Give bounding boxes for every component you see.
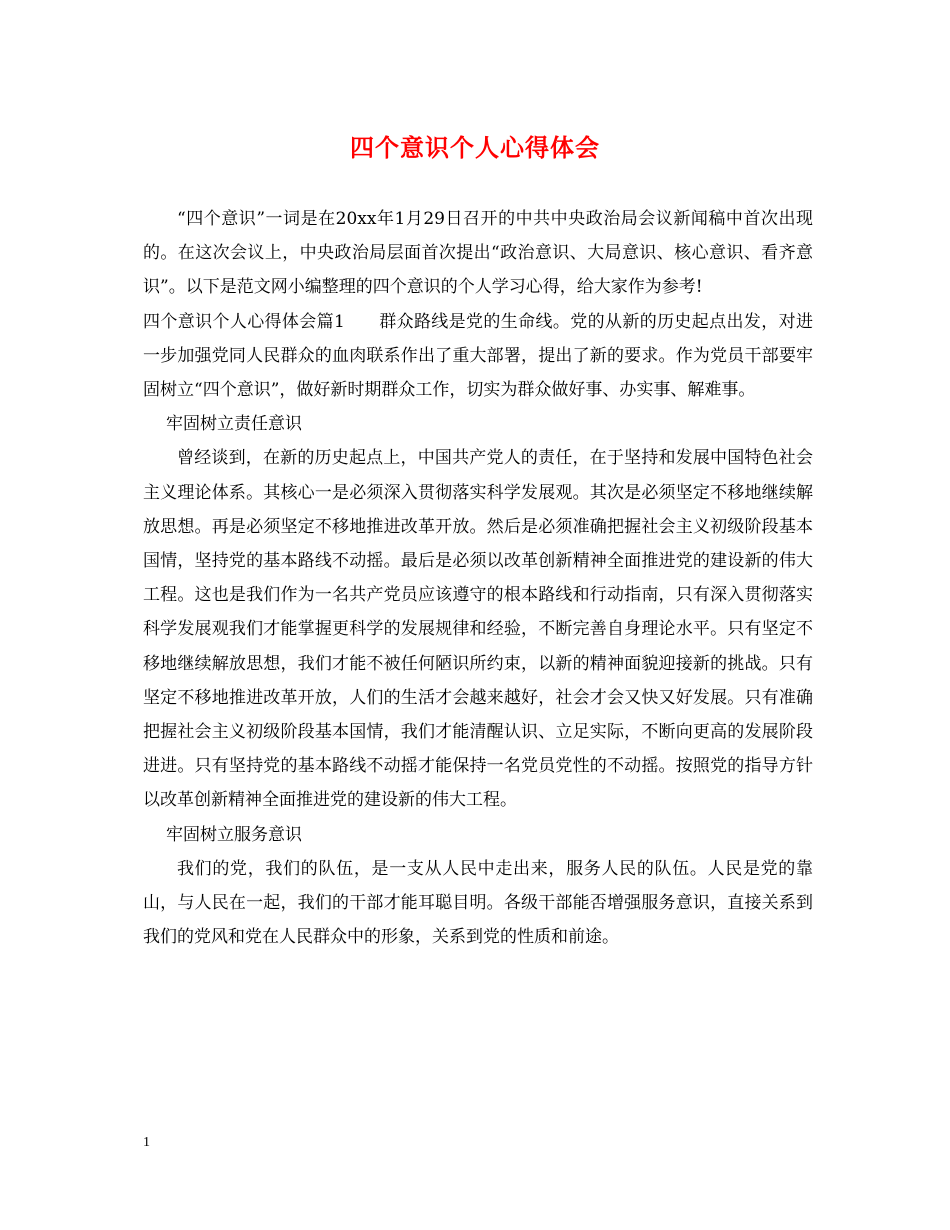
document-body	[143, 202, 813, 954]
paragraph-service: 我们的党，我们的队伍，是一支从人民中走出来，服务人民的队伍。人民是党的靠山，与人民在一起，我们的干部才能耳聪目明。各级干部能否增强服务意识，直接关系到我们的党风和党在人民群众中的形象，关系到党的性质和前途。	[143, 858, 813, 948]
section-label: 四个意识个人心得体会篇1	[143, 311, 345, 332]
paragraph-responsibility: 曾经谈到，在新的历史起点上，中国共产党人的责任，在于坚持和发展中国特色社会主义理论体系。其核心一是必须深入贯彻落实科学发展观。其次是必须坚定不移地继续解放思想。再是必须坚定不移地推进改革开放。然后是必须准确把握社会主义初级阶段基本国情，坚持党的基本路线不动摇。最后是必须以改革创新精神全面推进党的建设新的伟大工程。这也是我们作为一名共产党员应该遵守的根本路线和行动指南，只有深入贯彻落实科学发展观我们才能掌握更科学的发展规律和经验，不断完善自身理论水平。只有坚定不移地继续解放思想，我们才能不被任何陋识所约束，以新的精神面貌迎接新的挑战。只有坚定不移地推进改革开放，人们的生活才会越来越好，社会才会又快又好发展。只有准确把握社会主义初级阶段基本国情，我们才能清醒认识、立足实际，不断向更高的发展阶段进进。只有坚持党的基本路线不动摇才能保持一名党员党性的不动摇。按照党的指导方针以改革创新精神全面推进党的建设新的伟大工程。	[143, 448, 813, 811]
intro-paragraph: “四个意识”一词是在20xx年1月29日召开的中共中央政治局会议新闻稿中首次出现的。在这次会议上，中央政治局层面首次提出“政治意识、大局意识、核心意识、看齐意识”。以下是范文网小编整理的四个意识的个人学习心得，给大家作为参考!	[143, 209, 813, 298]
section-paragraph	[143, 305, 813, 408]
page-number: 1	[143, 1135, 150, 1150]
heading-responsibility: 牢固树立责任意识	[166, 414, 302, 435]
document-title: 四个意识个人心得体会	[350, 133, 600, 162]
heading-service: 牢固树立服务意识	[166, 824, 302, 845]
section-text: 群众路线是党的生命线。党的从新的历史起点出发，对进一步加强党同人民群众的血肉联系作出了重大部署，提出了新的要求。作为党员干部要牢固树立“四个意识”，做好新时期群众工作，切实为群众做好事、办实事、解难事。	[143, 311, 813, 401]
